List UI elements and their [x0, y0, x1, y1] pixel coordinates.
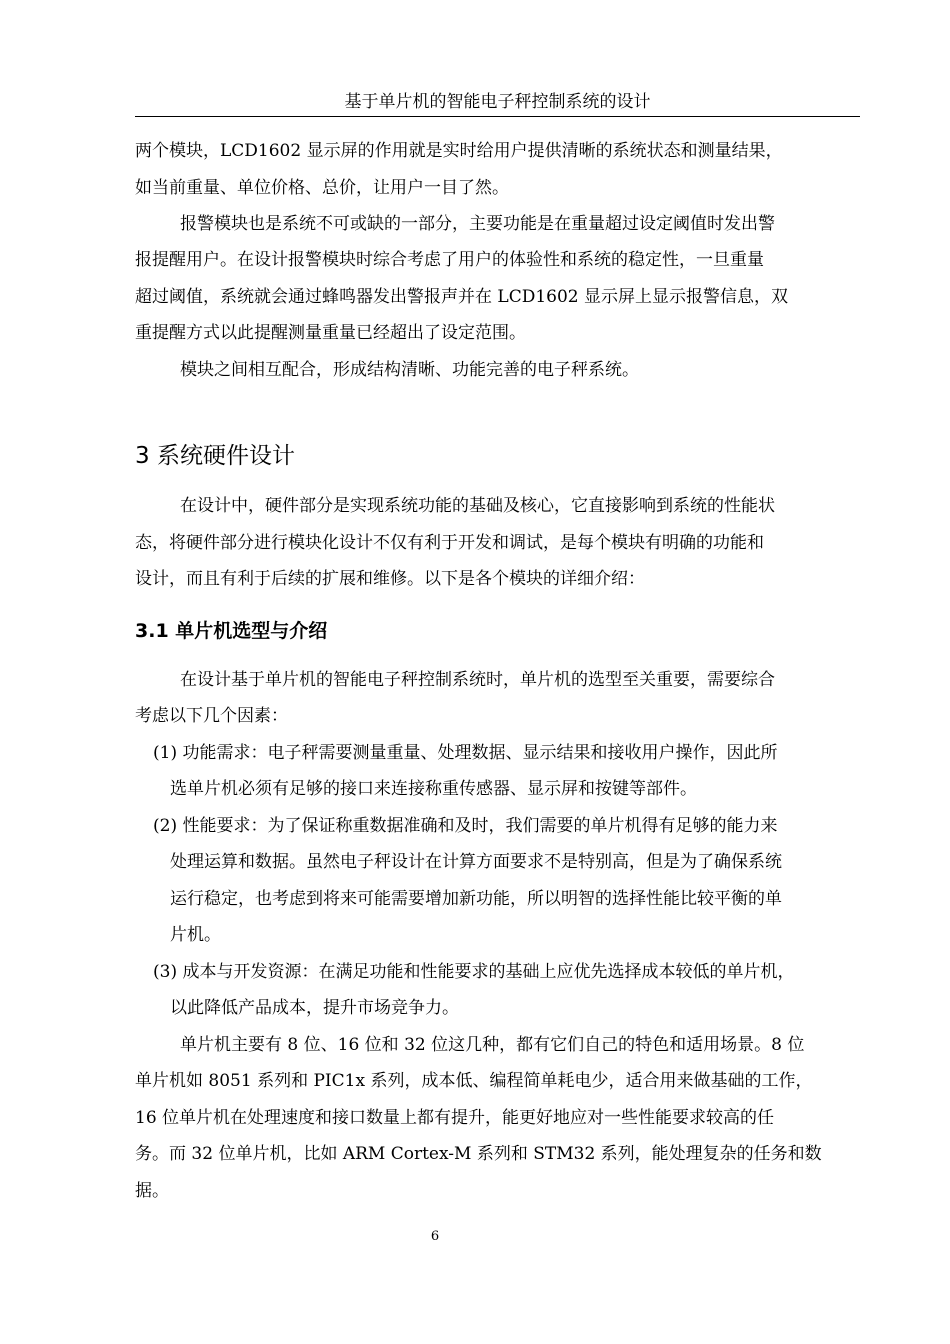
- body-text-line: 报警模块也是系统不可或缺的一部分，主要功能是在重量超过设定阈值时发出警: [180, 214, 775, 234]
- list-item-line: 运行稳定，也考虑到将来可能需要增加新功能，所以明智的选择性能比较平衡的单: [170, 889, 782, 909]
- list-item-line: (3) 成本与开发资源：在满足功能和性能要求的基础上应优先选择成本较低的单片机，: [153, 962, 795, 982]
- body-text-line: 在设计中，硬件部分是实现系统功能的基础及核心，它直接影响到系统的性能状: [180, 496, 775, 516]
- body-text-line: 如当前重量、单位价格、总价，让用户一目了然。: [135, 178, 509, 198]
- body-text-line: 考虑以下几个因素：: [135, 706, 288, 726]
- body-text-line: 模块之间相互配合，形成结构清晰、功能完善的电子秤系统。: [180, 360, 639, 380]
- body-text-line: 超过阈值，系统就会通过蜂鸣器发出警报声并在 LCD1602 显示屏上显示报警信息，双: [135, 287, 788, 307]
- page-header: [135, 88, 860, 117]
- list-item-line: 选单片机必须有足够的接口来连接称重传感器、显示屏和按键等部件。: [170, 779, 697, 799]
- body-text-line: 16 位单片机在处理速度和接口数量上都有提升，能更好地应对一些性能要求较高的任: [135, 1108, 775, 1128]
- list-item-line: (1) 功能需求：电子秤需要测量重量、处理数据、显示结果和接收用户操作，因此所: [153, 743, 778, 763]
- document-title: 基于单片机的智能电子秤控制系统的设计: [344, 92, 651, 112]
- subsection-heading: 3.1 单片机选型与介绍: [135, 620, 328, 642]
- body-text-line: 单片机主要有 8 位、16 位和 32 位这几种，都有它们自己的特色和适用场景。8 位: [180, 1035, 805, 1055]
- body-text-line: 态，将硬件部分进行模块化设计不仅有利于开发和调试，是每个模块有明确的功能和: [135, 533, 764, 553]
- page-number: 6: [430, 1229, 440, 1244]
- list-item-line: 片机。: [170, 925, 221, 945]
- list-item-line: 处理运算和数据。虽然电子秤设计在计算方面要求不是特别高，但是为了确保系统: [170, 852, 782, 872]
- body-text-line: 重提醒方式以此提醒测量重量已经超出了设定范围。: [135, 323, 526, 343]
- body-text-line: 设计，而且有利于后续的扩展和维修。以下是各个模块的详细介绍：: [135, 569, 645, 589]
- body-text-line: 单片机如 8051 系列和 PIC1x 系列，成本低、编程简单耗电少，适合用来做基础的工作，: [135, 1071, 813, 1091]
- section-heading: 3 系统硬件设计: [135, 443, 295, 469]
- list-item-line: 以此降低产品成本，提升市场竞争力。: [170, 998, 459, 1018]
- list-item-line: (2) 性能要求：为了保证称重数据准确和及时，我们需要的单片机得有足够的能力来: [153, 816, 778, 836]
- body-text-line: 两个模块，LCD1602 显示屏的作用就是实时给用户提供清晰的系统状态和测量结果，: [135, 141, 783, 161]
- body-text-line: 报提醒用户。在设计报警模块时综合考虑了用户的体验性和系统的稳定性，一旦重量: [135, 250, 764, 270]
- body-text-line: 据。: [135, 1181, 169, 1201]
- body-text-line: 务。而 32 位单片机，比如 ARM Cortex-M 系列和 STM32 系列，能处理复杂的任务和数: [135, 1144, 822, 1164]
- body-text-line: 在设计基于单片机的智能电子秤控制系统时，单片机的选型至关重要，需要综合: [180, 670, 775, 690]
